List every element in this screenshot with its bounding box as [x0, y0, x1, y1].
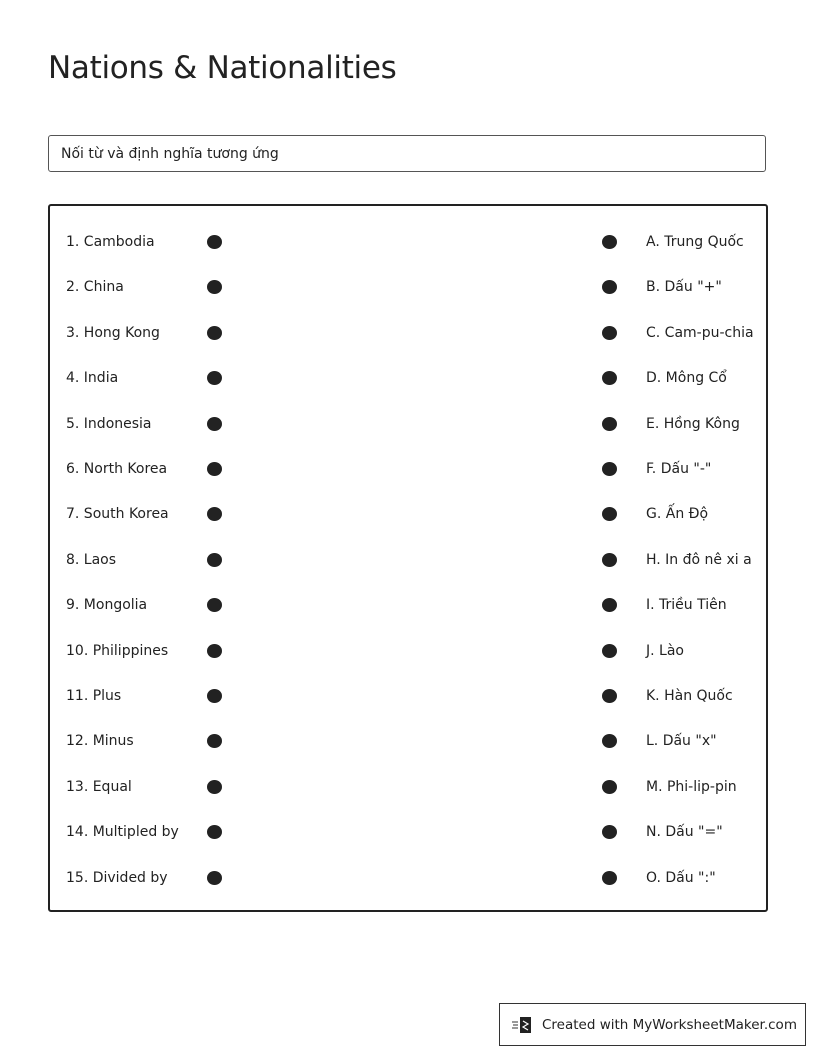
right-connector-dot[interactable]	[602, 417, 617, 431]
right-item: A. Trung Quốc	[646, 234, 744, 250]
right-connector-dot[interactable]	[602, 462, 617, 476]
left-connector-dot[interactable]	[207, 825, 222, 839]
match-row	[50, 641, 766, 661]
worksheet-logo-icon	[512, 1015, 534, 1035]
match-row	[50, 868, 766, 888]
right-item: G. Ấn Độ	[646, 506, 709, 523]
right-connector-dot[interactable]	[602, 598, 617, 612]
left-item: 2. China	[66, 279, 124, 296]
right-item: E. Hồng Kông	[646, 415, 740, 432]
left-connector-dot[interactable]	[207, 780, 222, 794]
left-item: 13. Equal	[66, 778, 132, 795]
match-row	[50, 595, 766, 615]
right-connector-dot[interactable]	[602, 780, 617, 794]
left-connector-dot[interactable]	[207, 235, 222, 249]
right-connector-dot[interactable]	[602, 553, 617, 567]
left-connector-dot[interactable]	[207, 280, 222, 294]
right-item: K. Hàn Quốc	[646, 688, 733, 704]
left-connector-dot[interactable]	[207, 462, 222, 476]
match-row	[50, 414, 766, 434]
left-item: 10. Philippines	[66, 642, 169, 659]
right-connector-dot[interactable]	[602, 689, 617, 703]
match-row	[50, 323, 766, 343]
left-connector-dot[interactable]	[207, 644, 222, 658]
left-connector-dot[interactable]	[207, 598, 222, 612]
left-item: 3. Hong Kong	[66, 324, 160, 341]
match-row	[50, 232, 766, 252]
match-row	[50, 368, 766, 388]
left-connector-dot[interactable]	[207, 326, 222, 340]
right-connector-dot[interactable]	[602, 371, 617, 385]
left-item: 4. India	[66, 370, 119, 387]
left-item: 15. Divided by	[66, 869, 168, 886]
match-row	[50, 277, 766, 297]
match-row	[50, 822, 766, 842]
right-item: M. Phi-lip-pin	[646, 778, 737, 795]
right-item: N. Dấu "="	[646, 824, 723, 841]
left-item: 1. Cambodia	[66, 234, 155, 250]
right-connector-dot[interactable]	[602, 871, 617, 885]
match-row	[50, 459, 766, 479]
left-connector-dot[interactable]	[207, 871, 222, 885]
right-item: J. Lào	[646, 642, 684, 659]
right-item: B. Dấu "+"	[646, 279, 722, 296]
right-connector-dot[interactable]	[602, 734, 617, 748]
matching-box	[48, 204, 768, 912]
footer-text: Created with MyWorksheetMaker.com	[542, 1016, 797, 1033]
match-row	[50, 550, 766, 570]
right-connector-dot[interactable]	[602, 235, 617, 249]
left-connector-dot[interactable]	[207, 553, 222, 567]
right-connector-dot[interactable]	[602, 326, 617, 340]
left-item: 14. Multipled by	[66, 824, 179, 841]
right-item: D. Mông Cổ	[646, 370, 727, 387]
left-item: 12. Minus	[66, 733, 134, 750]
left-item: 11. Plus	[66, 688, 122, 704]
right-item: O. Dấu ":"	[646, 869, 716, 886]
right-item: C. Cam-pu-chia	[646, 324, 754, 341]
right-item: H. In đô nê xi a	[646, 551, 752, 568]
left-connector-dot[interactable]	[207, 371, 222, 385]
right-connector-dot[interactable]	[602, 825, 617, 839]
right-connector-dot[interactable]	[602, 280, 617, 294]
match-row	[50, 777, 766, 797]
right-connector-dot[interactable]	[602, 507, 617, 521]
instructions-box: Nối từ và định nghĩa tương ứng	[48, 135, 766, 172]
left-connector-dot[interactable]	[207, 689, 222, 703]
right-item: L. Dấu "x"	[646, 733, 717, 750]
right-connector-dot[interactable]	[602, 644, 617, 658]
left-connector-dot[interactable]	[207, 417, 222, 431]
right-item: F. Dấu "-"	[646, 461, 712, 477]
match-row	[50, 504, 766, 524]
left-item: 9. Mongolia	[66, 597, 148, 614]
left-connector-dot[interactable]	[207, 507, 222, 521]
left-connector-dot[interactable]	[207, 734, 222, 748]
right-item: I. Triều Tiên	[646, 597, 727, 614]
left-item: 8. Laos	[66, 551, 117, 568]
left-item: 7. South Korea	[66, 506, 169, 523]
left-item: 5. Indonesia	[66, 415, 152, 432]
left-item: 6. North Korea	[66, 461, 168, 477]
page-title: Nations & Nationalities	[48, 50, 397, 86]
footer-credit[interactable]	[499, 1003, 806, 1046]
match-row	[50, 731, 766, 751]
match-row	[50, 686, 766, 706]
